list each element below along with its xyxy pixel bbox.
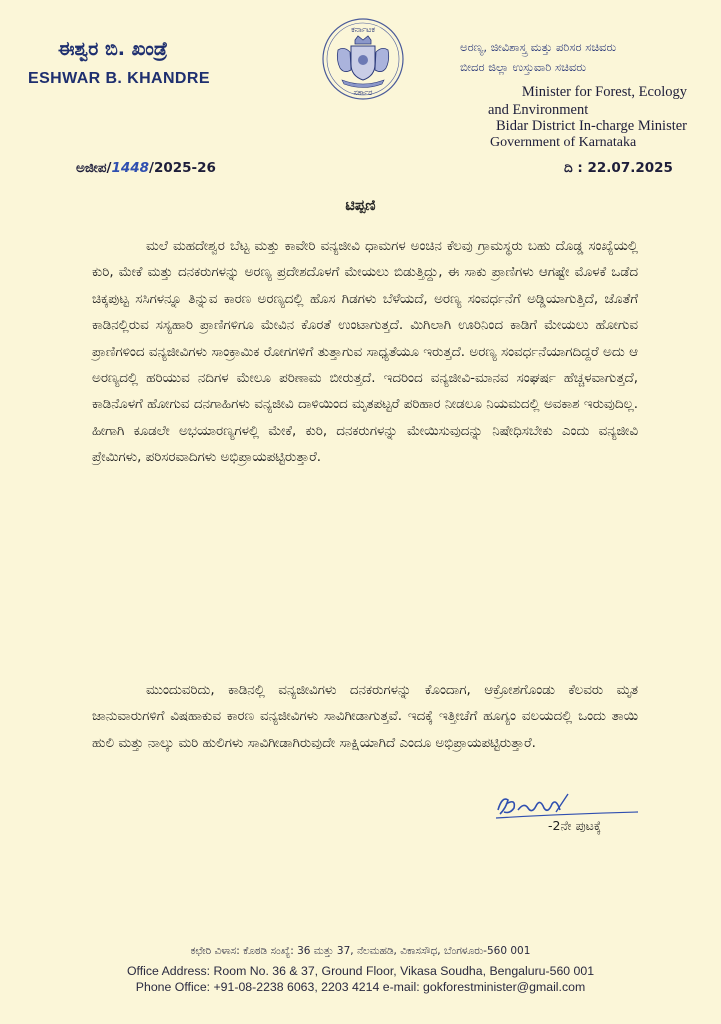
designation-kannada-line-2: ಬೀದರ ಜಿಲ್ಲಾ ಉಸ್ತುವಾರಿ ಸಚಿವರು (460, 60, 586, 74)
document-heading: ಟಿಪ್ಪಣಿ (345, 198, 376, 214)
designation-english-line-1: Minister for Forest, Ecology (521, 84, 687, 100)
designation-kannada-line-1: ಅರಣ್ಯ, ಜೀವಿಶಾಸ್ತ್ರ ಮತ್ತು ಪರಿಸರ ಸಚಿವರು (460, 40, 617, 54)
reference-handwritten-number: 1448 (111, 160, 150, 176)
letter-date: ದಿ : 22.07.2025 (564, 160, 673, 176)
designation-english-line-3: Bidar District In-charge Minister (496, 118, 687, 134)
emblem-bottom-text: ಸರ್ಕಾರ (353, 88, 373, 97)
karnataka-emblem-icon (318, 16, 408, 102)
emblem-top-text: ಕರ್ನಾಟಕ (351, 25, 375, 34)
reference-number (76, 160, 216, 176)
body-paragraph-1: ಮಲೆ ಮಹದೇಶ್ವರ ಬೆಟ್ಟ ಮತ್ತು ಕಾವೇರಿ ವನ್ಯಜೀವಿ ಧಾಮಗಳ ಅಂಚಿನ ಕೆಲವು ಗ್ರಾಮಸ್ಥರು ಬಹು ದೊಡ್ಡ ಸಂಖ್ಯೆಯಲ್ಲಿ ಕುರಿ, ಮೇಕೆ ಮತ್ತು ದನಕರುಗಳನ್ನು ಅರಣ್ಯ ಪ್ರದೇಶದೊಳಗೆ ಮೇಯಲು ಬಿಡುತ್ತಿದ್ದು, ಈ ಸಾಕು ಪ್ರಾಣಿಗಳು ಆಗಷ್ಟೇ ಮೊಳಕೆ ಒಡೆದ ಚಿಕ್ಕಪುಟ್ಟ ಸಸಿಗಳನ್ನೂ ತಿನ್ನುವ ಕಾರಣ ಅರಣ್ಯದಲ್ಲಿ ಹೊಸ ಗಿಡಗಳು ಬೆಳೆಯದೆ, ಅರಣ್ಯ ಸಂವರ್ಧನೆಗೆ ಅಡ್ಡಿಯಾಗುತ್ತಿದೆ, ಜೊತೆಗೆ ಕಾಡಿನಲ್ಲಿರುವ ಸಸ್ಯಹಾರಿ ಪ್ರಾಣಿಗಳಿಗೂ ಮೇವಿನ ಕೊರತೆ ಉಂಟಾಗುತ್ತದೆ. ಮಿಗಿಲಾಗಿ ಊರಿನಿಂದ ಕಾಡಿಗೆ ಮೇಯಲು ಹೋಗುವ ಪ್ರಾಣಿಗಳಿಂದ ವನ್ಯಜೀವಿಗಳು ಸಾಂಕ್ರಾಮಿಕ ರೋಗಗಳಿಗೆ ತುತ್ತಾಗುವ ಸಾಧ್ಯತೆಯೂ ಇರುತ್ತದೆ. ಅರಣ್ಯ ಸಂವರ್ಧನೆಯಾಗದಿದ್ದರೆ ಅದು ಆ ಅರಣ್ಯದಲ್ಲಿ ಹರಿಯುವ ನದಿಗಳ ಮೇಲೂ ಪರಿಣಾಮ ಬೀರುತ್ತದೆ. ಇದರಿಂದ ವನ್ಯಜೀವಿ-ಮಾನವ ಸಂಘರ್ಷ ಹೆಚ್ಚಳವಾಗುತ್ತದೆ, ಕಾಡಿನೊಳಗೆ ಹೋಗುವ ದನಗಾಹಿಗಳು ವನ್ಯಜೀವಿ ದಾಳಿಯಿಂದ ಮೃತಪಟ್ಟರೆ ಪರಿಹಾರ ನೀಡಲೂ ನಿಯಮದಲ್ಲಿ ಅವಕಾಶ ಇರುವುದಿಲ್ಲ. ಹೀಗಾಗಿ ಕೂಡಲೇ ಅಭಯಾರಣ್ಯಗಳಲ್ಲಿ ಮೇಕೆ, ಕುರಿ, ದನಕರುಗಳನ್ನು ಮೇಯಿಸುವುದನ್ನು ನಿಷೇಧಿಸಬೇಕು ಎಂದು ವನ್ಯಜೀವಿ ಪ್ರೇಮಿಗಳು, ಪರಿಸರವಾದಿಗಳು ಅಭಿಪ್ರಾಯಪಟ್ಟಿರುತ್ತಾರೆ. (92, 239, 638, 466)
continuation-note: -2ನೇ ಪುಟಕ್ಕೆ (548, 818, 602, 833)
minister-name-kannada: ಈಶ್ವರ ಬಿ. ಖಂಡ್ರೆ (58, 38, 168, 60)
minister-name-english: ESHWAR B. KHANDRE (28, 70, 210, 87)
reference-prefix: ಅಜೀಪ/ (76, 160, 112, 176)
office-address-english: Office Address: Room No. 36 & 37, Ground Floor, Vikasa Soudha, Bengaluru-560 001 (126, 964, 595, 978)
body-paragraph-2: ಮುಂದುವರಿದು, ಕಾಡಿನಲ್ಲಿ ವನ್ಯಜೀವಿಗಳು ದನಕರುಗಳನ್ನು ಕೊಂದಾಗ, ಆಕ್ರೋಶಗೊಂಡು ಕೆಲವರು ಮೃತ ಜಾನುವಾರುಗಳಿಗೆ ವಿಷಹಾಕುವ ಕಾರಣ ವನ್ಯಜೀವಿಗಳು ಸಾವಿಗೀಡಾಗುತ್ತವೆ. ಇದಕ್ಕೆ ಇತ್ತೀಚೆಗೆ ಹೂಗ್ಯಂ ವಲಯದಲ್ಲಿ ಒಂದು ತಾಯಿ ಹುಲಿ ಮತ್ತು ನಾಲ್ಕು ಮರಿ ಹುಲಿಗಳು ಸಾವಿಗೀಡಾಗಿರುವುದೇ ಸಾಕ್ಷಿಯಾಗಿದೆ ಎಂದೂ ಅಭಿಪ್ರಾಯಪಟ್ಟಿರುತ್ತಾರೆ. (92, 683, 638, 751)
office-address-kannada: ಕಛೇರಿ ವಿಳಾಸ: ಕೊಠಡಿ ಸಂಖ್ಯೆ: 36 ಮತ್ತು 37, ನೆಲಮಹಡಿ, ವಿಕಾಸಸೌಧ, ಬೆಂಗಳೂರು-560 001 (190, 945, 531, 957)
reference-suffix: /2025-26 (149, 160, 216, 176)
office-phone-email: Phone Office: +91-08-2238 6063, 2203 4214 e-mail: gokforestminister@gmail.com (135, 980, 586, 994)
designation-english-line-4: Government of Karnataka (490, 135, 637, 150)
designation-english-line-2: and Environment (488, 102, 589, 118)
